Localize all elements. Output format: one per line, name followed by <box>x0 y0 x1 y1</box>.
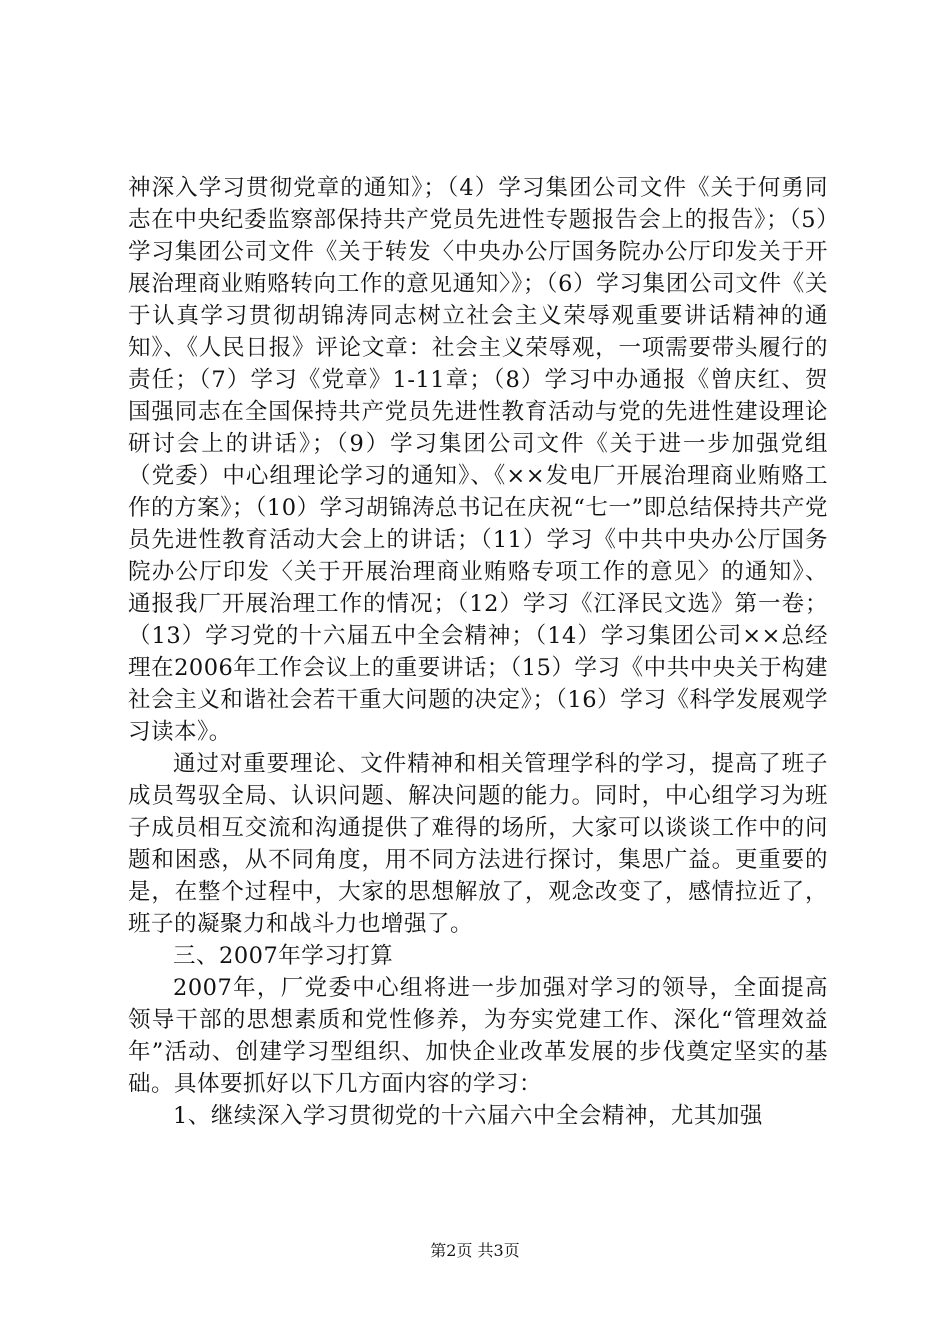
page-number-footer: 第2页 共3页 <box>430 1241 520 1260</box>
paragraph-study-results: 通过对重要理论、文件精神和相关管理学科的学习，提高了班子成员驾驭全局、认识问题、解决问题的能力。同时，中心组学习为班子成员相互交流和沟通提供了难得的场所，大家可以谈谈工作中的问题和困惑，从不同角度，用不同方法进行探讨，集思广益。更重要的是，在整个过程中，大家的思想解放了，观念改变了，感情拉近了，班子的凝聚力和战斗力也增强了。 <box>128 751 828 937</box>
paragraph-item-1: 1、继续深入学习贯彻党的十六届六中全会精神，尤其加强 <box>173 1103 763 1129</box>
document-body <box>128 172 828 1132</box>
paragraph-2007-plan: 2007年，厂党委中心组将进一步加强对学习的领导，全面提高领导干部的思想素质和党性修养，为夯实党建工作、深化“管理效益年”活动、创建学习型组织、加快企业改革发展的步伐奠定坚实的基础。具体要抓好以下几方面内容的学习： <box>128 975 828 1097</box>
paragraph-study-list: 神深入学习贯彻党章的通知》；（4）学习集团公司文件《关于何勇同志在中央纪委监察部保持共产党员先进性专题报告会上的报告》；（5）学习集团公司文件《关于转发〈中央办公厅国务院办公厅印发关于开展治理商业贿赂转向工作的意见通知〉》；（6）学习集团公司文件《关于认真学习贯彻胡锦涛同志树立社会主义荣辱观重要讲话精神的通知》、《人民日报》评论文章：社会主义荣辱观，一项需要带头履行的责任；（7）学习《党章》1-11章；（8）学习中办通报《曾庆红、贺国强同志在全国保持共产党员先进性教育活动与党的先进性建设理论研讨会上的讲话》；（9）学习集团公司文件《关于进一步加强党组（党委）中心组理论学习的通知》、《××发电厂开展治理商业贿赂工作的方案》；（10）学习胡锦涛总书记在庆祝“七一”即总结保持共产党员先进性教育活动大会上的讲话；（11）学习《中共中央办公厅国务院办公厅印发〈关于开展治理商业贿赂专项工作的意见〉的通知》、通报我厂开展治理工作的情况；（12）学习《江泽民文选》第一卷；（13）学习党的十六届五中全会精神；（14）学习集团公司××总经理在2006年工作会议上的重要讲话；（15）学习《中共中央关于构建社会主义和谐社会若干重大问题的决定》；（16）学习《科学发展观学习读本》。 <box>128 175 828 745</box>
section-heading-2007-plan: 三、2007年学习打算 <box>173 943 394 969</box>
